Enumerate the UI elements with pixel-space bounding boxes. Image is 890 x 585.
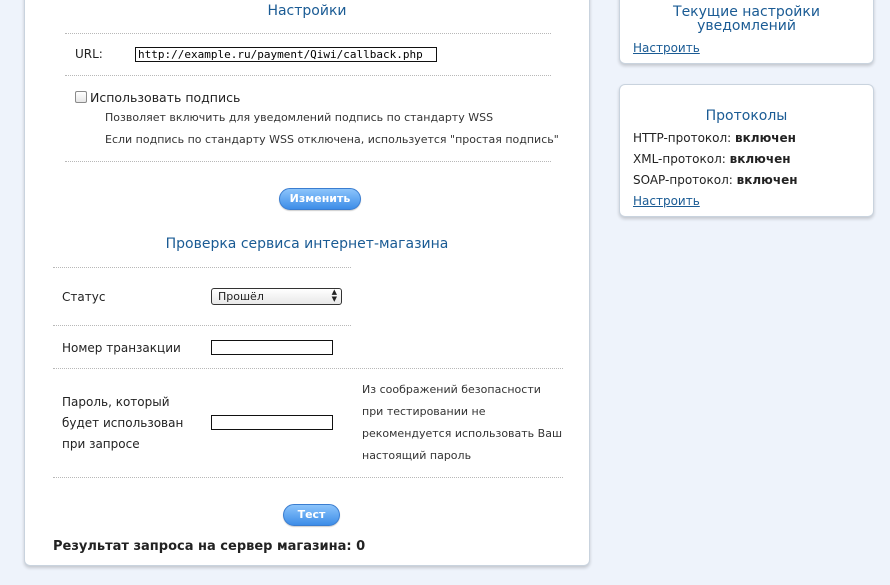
protocols-configure-link[interactable]: Настроить [633, 194, 700, 208]
password-label-line2: будет использован [62, 416, 184, 430]
signature-hint-1: Позволяет включить для уведомлений подпись по стандарту WSS [105, 111, 494, 124]
soap-protocol-status: включен [736, 173, 798, 187]
divider [53, 368, 563, 369]
password-input[interactable] [211, 415, 333, 430]
http-protocol-status: включен [735, 131, 796, 145]
transaction-label: Номер транзакции [62, 341, 181, 355]
notifications-configure-link[interactable]: Настроить [633, 41, 700, 55]
url-input[interactable] [135, 47, 437, 62]
soap-protocol-row [633, 173, 798, 187]
select-arrows-icon: ▲ ▼ [331, 288, 337, 303]
divider [65, 75, 551, 76]
status-select[interactable] [211, 288, 342, 305]
transaction-input[interactable] [211, 340, 333, 355]
protocols-title: Протоколы [705, 108, 788, 124]
status-label: Статус [62, 290, 106, 304]
http-protocol-row [633, 131, 796, 145]
password-label-line1: Пароль, который [62, 395, 170, 409]
password-label-line3: при запросе [62, 437, 140, 451]
security-note-line2: при тестировании не [362, 405, 486, 418]
notifications-title-line1: Текущие настройки [673, 4, 820, 20]
xml-protocol-label: XML-протокол: [633, 152, 726, 166]
settings-title: Настройки [267, 3, 347, 19]
divider [53, 325, 351, 326]
divider [53, 267, 351, 268]
notifications-title-line2: уведомлений [697, 18, 796, 34]
use-signature-checkbox[interactable] [75, 91, 87, 103]
http-protocol-label: HTTP-протокол: [633, 131, 732, 145]
xml-protocol-status: включен [729, 152, 791, 166]
divider [65, 161, 551, 162]
protocols-card [619, 84, 874, 217]
xml-protocol-row [633, 152, 791, 166]
soap-protocol-label: SOAP-протокол: [633, 173, 733, 187]
use-signature-label: Использовать подпись [90, 90, 241, 105]
security-note-line1: Из соображений безопасности [362, 383, 541, 396]
divider [53, 477, 563, 478]
result-label: Результат запроса на сервер магазина: [53, 539, 352, 554]
check-title: Проверка сервиса интернет-магазина [165, 236, 449, 252]
status-select-value: Прошёл [218, 290, 264, 303]
result-value: 0 [356, 539, 366, 554]
test-button[interactable]: Тест [283, 504, 340, 526]
security-note-line4: настоящий пароль [362, 449, 472, 462]
signature-hint-2: Если подпись по стандарту WSS отключена, используется "простая подпись" [105, 133, 559, 146]
url-label: URL: [75, 47, 103, 61]
result-line [53, 539, 365, 554]
security-note-line3: рекомендуется использовать Ваш [362, 427, 563, 440]
divider [65, 33, 551, 34]
notifications-card [619, 0, 874, 64]
main-panel [24, 0, 590, 566]
change-button[interactable]: Изменить [279, 188, 361, 210]
